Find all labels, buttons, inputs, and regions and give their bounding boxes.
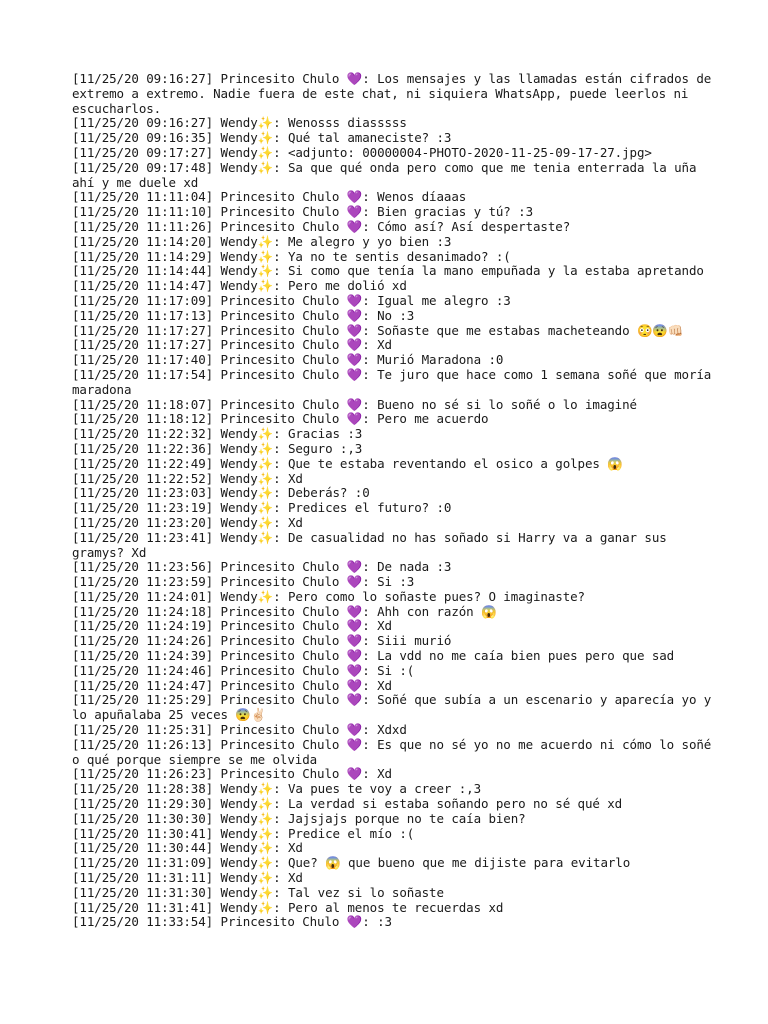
chat-message: [11/25/20 11:14:20] Wendy✨: Me alegro y yo bien :3	[72, 233, 452, 249]
chat-message: [11/25/20 11:22:52] Wendy✨: Xd	[72, 470, 303, 486]
chat-message: [11/25/20 11:25:31] Princesito Chulo 💜: Xdxd	[72, 722, 407, 738]
chat-message: [11/25/20 11:23:41] Wendy✨: De casualidad no has soñado si Harry va a ganar sus gramys? Xd	[72, 529, 675, 560]
chat-message: [11/25/20 11:22:36] Wendy✨: Seguro :,3	[72, 440, 363, 456]
chat-message: [11/25/20 11:26:23] Princesito Chulo 💜: Xd	[72, 766, 392, 782]
chat-transcript	[72, 71, 719, 930]
chat-message: [11/25/20 11:24:46] Princesito Chulo 💜: Si :(	[72, 662, 415, 678]
chat-message: [11/25/20 11:23:20] Wendy✨: Xd	[72, 514, 303, 530]
chat-message: [11/25/20 11:23:03] Wendy✨: Deberás? :0	[72, 485, 370, 501]
chat-message: [11/25/20 11:17:54] Princesito Chulo 💜: Te juro que hace como 1 semana soñé que moría maradona	[72, 366, 719, 397]
chat-message: [11/25/20 09:16:27] Wendy✨: Wenosss diasssss	[72, 115, 407, 131]
chat-message: [11/25/20 11:31:09] Wendy✨: Que? 😱 que bueno que me dijiste para evitarlo	[72, 855, 631, 871]
chat-message: [11/25/20 11:22:49] Wendy✨: Que te estaba reventando el osico a golpes 😱	[72, 455, 623, 471]
chat-message: [11/25/20 11:17:13] Princesito Chulo 💜: No :3	[72, 307, 415, 323]
chat-message: [11/25/20 11:24:47] Princesito Chulo 💜: Xd	[72, 677, 392, 693]
chat-message: [11/25/20 11:30:30] Wendy✨: Jajsjajs porque no te caía bien?	[72, 810, 526, 826]
chat-message: [11/25/20 09:16:35] Wendy✨: Qué tal amaneciste? :3	[72, 130, 452, 146]
chat-message: [11/25/20 11:24:01] Wendy✨: Pero como lo soñaste pues? O imaginaste?	[72, 588, 585, 604]
chat-message: [11/25/20 11:11:26] Princesito Chulo 💜: Cómo así? Así despertaste?	[72, 218, 571, 234]
chat-message: [11/25/20 11:18:12] Princesito Chulo 💜: Pero me acuerdo	[72, 411, 489, 427]
chat-message: [11/25/20 11:24:18] Princesito Chulo 💜: Ahh con razón 😱	[72, 603, 497, 619]
chat-message: [11/25/20 11:17:27] Princesito Chulo 💜: Soñaste que me estabas macheteando 😳😨👊🏻	[72, 322, 684, 338]
chat-message: [11/25/20 11:24:39] Princesito Chulo 💜: La vdd no me caía bien pues pero que sad	[72, 648, 675, 664]
chat-message: [11/25/20 11:33:54] Princesito Chulo 💜: :3	[72, 914, 392, 930]
chat-message: [11/25/20 11:26:13] Princesito Chulo 💜: Es que no sé yo no me acuerdo ni cómo lo soñé o qué porque siempre se me olvida	[72, 736, 719, 767]
chat-message: [11/25/20 09:16:27] Princesito Chulo 💜: Los mensajes y las llamadas están cifrados de extremo a extremo. Nadie fuera de este chat, ni siquiera WhatsApp, puede leerlos ni escucharlos.	[72, 71, 719, 116]
chat-message: [11/25/20 11:30:41] Wendy✨: Predice el mío :(	[72, 825, 415, 841]
chat-message: [11/25/20 11:17:40] Princesito Chulo 💜: Murió Maradona :0	[72, 352, 504, 368]
chat-message: [11/25/20 11:11:10] Princesito Chulo 💜: Bien gracias y tú? :3	[72, 204, 534, 220]
chat-message: [11/25/20 11:17:27] Princesito Chulo 💜: Xd	[72, 337, 392, 353]
chat-message: [11/25/20 11:14:29] Wendy✨: Ya no te sentis desanimado? :(	[72, 248, 511, 264]
chat-message: [11/25/20 11:14:44] Wendy✨: Si como que tenía la mano empuñada y la estaba apretando	[72, 263, 704, 279]
chat-message: [11/25/20 11:23:59] Princesito Chulo 💜: Si :3	[72, 574, 415, 590]
chat-message: [11/25/20 11:31:41] Wendy✨: Pero al menos te recuerdas xd	[72, 899, 504, 915]
chat-message: [11/25/20 11:30:44] Wendy✨: Xd	[72, 840, 303, 856]
chat-message: [11/25/20 11:25:29] Princesito Chulo 💜: Soñé que subía a un escenario y aparecía yo y lo apuñalaba 25 veces 😨✌🏻	[72, 692, 719, 723]
chat-message: [11/25/20 09:17:27] Wendy✨: <adjunto: 00000004-PHOTO-2020-11-25-09-17-27.jpg>	[72, 144, 652, 160]
chat-message: [11/25/20 11:31:30] Wendy✨: Tal vez si lo soñaste	[72, 884, 444, 900]
chat-message: [11/25/20 11:14:47] Wendy✨: Pero me dolió xd	[72, 278, 407, 294]
chat-message: [11/25/20 11:28:38] Wendy✨: Va pues te voy a creer :,3	[72, 781, 482, 797]
chat-message: [11/25/20 11:22:32] Wendy✨: Gracias :3	[72, 426, 363, 442]
chat-message: [11/25/20 11:18:07] Princesito Chulo 💜: Bueno no sé si lo soñé o lo imaginé	[72, 396, 637, 412]
chat-message: [11/25/20 11:23:19] Wendy✨: Predices el futuro? :0	[72, 500, 452, 516]
chat-message: [11/25/20 11:24:19] Princesito Chulo 💜: Xd	[72, 618, 392, 634]
chat-message: [11/25/20 11:24:26] Princesito Chulo 💜: Siii murió	[72, 633, 452, 649]
chat-message: [11/25/20 11:29:30] Wendy✨: La verdad si estaba soñando pero no sé qué xd	[72, 796, 623, 812]
chat-message: [11/25/20 09:17:48] Wendy✨: Sa que qué onda pero como que me tenia enterrada la uña ahí y me duele xd	[72, 159, 704, 190]
chat-message: [11/25/20 11:31:11] Wendy✨: Xd	[72, 870, 303, 886]
chat-message: [11/25/20 11:23:56] Princesito Chulo 💜: De nada :3	[72, 559, 452, 575]
chat-message: [11/25/20 11:17:09] Princesito Chulo 💜: Igual me alegro :3	[72, 292, 511, 308]
chat-message: [11/25/20 11:11:04] Princesito Chulo 💜: Wenos díaaas	[72, 189, 467, 205]
